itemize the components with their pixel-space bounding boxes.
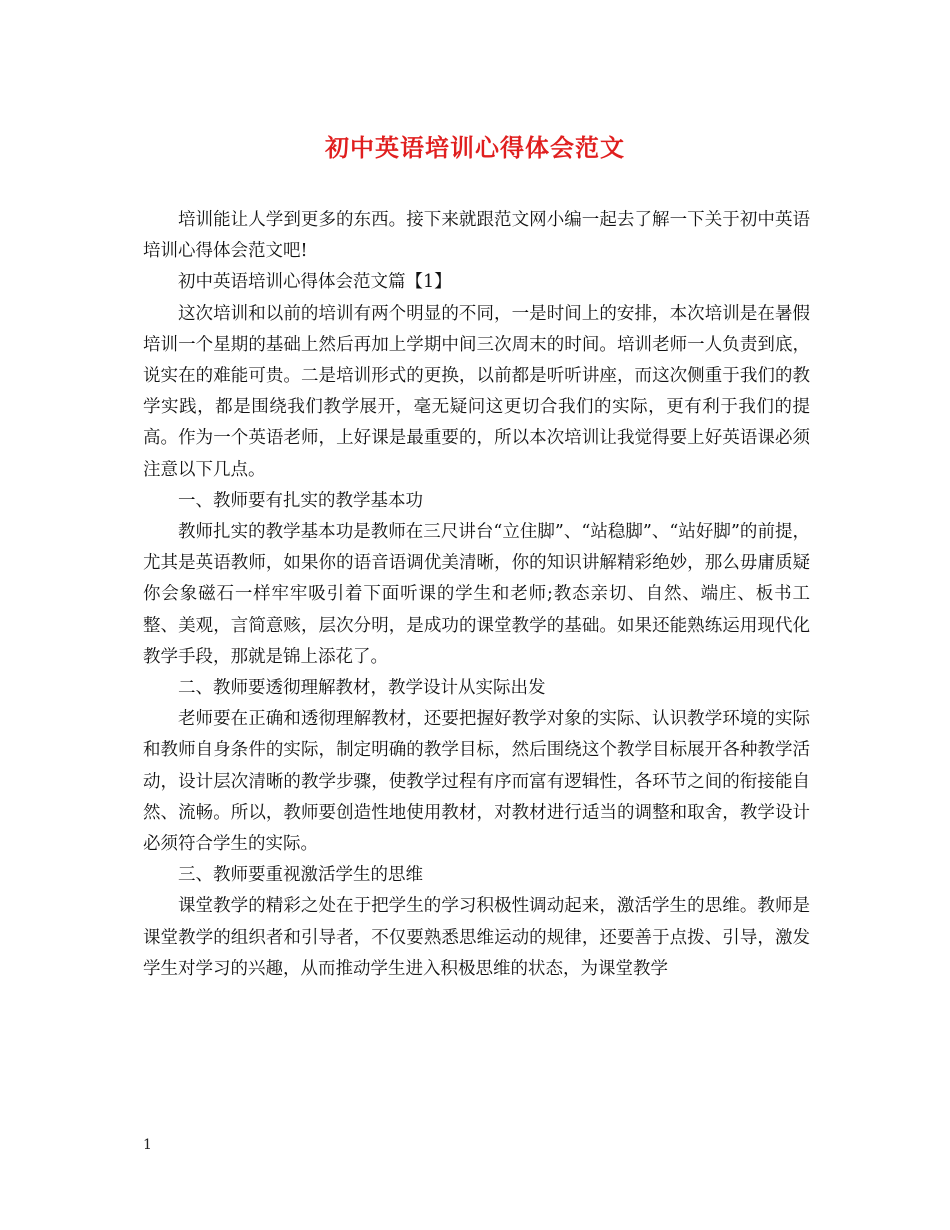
section-heading-1: 一、教师要有扎实的教学基本功 xyxy=(178,490,423,511)
document-title: 初中英语培训心得体会范文 xyxy=(325,133,625,162)
body-paragraph: 课堂教学的精彩之处在于把学生的学习积极性调动起来，激活学生的思维。教师是课堂教学的组织者和引导者，不仅要熟悉思维运动的规律，还要善于点拨、引导，激发学生对学习的兴趣，从而推动学生进入积极思维的状态，为课堂教学 xyxy=(143,896,810,979)
page-number: 1 xyxy=(143,1137,152,1153)
section-heading-article-1: 初中英语培训心得体会范文篇【1】 xyxy=(178,272,452,293)
body-paragraph: 教师扎实的教学基本功是教师在三尺讲台“立住脚”、“站稳脚”、“站好脚”的前提，尤其是英语教师，如果你的语音语调优美清晰，你的知识讲解精彩绝妙，那么毋庸质疑你会象磁石一样牢牢吸引着下面听课的学生和老师;教态亲切、自然、端庄、板书工整、美观，言简意赅，层次分明，是成功的课堂教学的基础。如果还能熟练运用现代化教学手段，那就是锦上添花了。 xyxy=(143,522,810,667)
body-paragraph: 老师要在正确和透彻理解教材，还要把握好教学对象的实际、认识教学环境的实际和教师自身条件的实际，制定明确的教学目标，然后围绕这个教学目标展开各种教学活动，设计层次清晰的教学步骤，使教学过程有序而富有逻辑性，各环节之间的衔接能自然、流畅。所以，教师要创造性地使用教材，对教材进行适当的调整和取舍，教学设计必须符合学生的实际。 xyxy=(143,709,810,855)
body-paragraph: 这次培训和以前的培训有两个明显的不同，一是时间上的安排，本次培训是在暑假培训一个星期的基础上然后再加上学期中间三次周末的时间。培训老师一人负责到底，说实在的难能可贵。二是培训形式的更换，以前都是听听讲座，而这次侧重于我们的教学实践，都是围绕我们教学展开，毫无疑问这更切合我们的实际，更有利于我们的提高。作为一个英语老师，上好课是最重要的，所以本次培训让我觉得要上好英语课必须注意以下几点。 xyxy=(143,303,810,480)
section-heading-2: 二、教师要透彻理解教材，教学设计从实际出发 xyxy=(178,678,546,699)
section-heading-3: 三、教师要重视激活学生的思维 xyxy=(178,865,423,886)
document-body xyxy=(143,205,810,985)
intro-paragraph: 培训能让人学到更多的东西。接下来就跟范文网小编一起去了解一下关于初中英语培训心得体会范文吧! xyxy=(143,210,810,262)
